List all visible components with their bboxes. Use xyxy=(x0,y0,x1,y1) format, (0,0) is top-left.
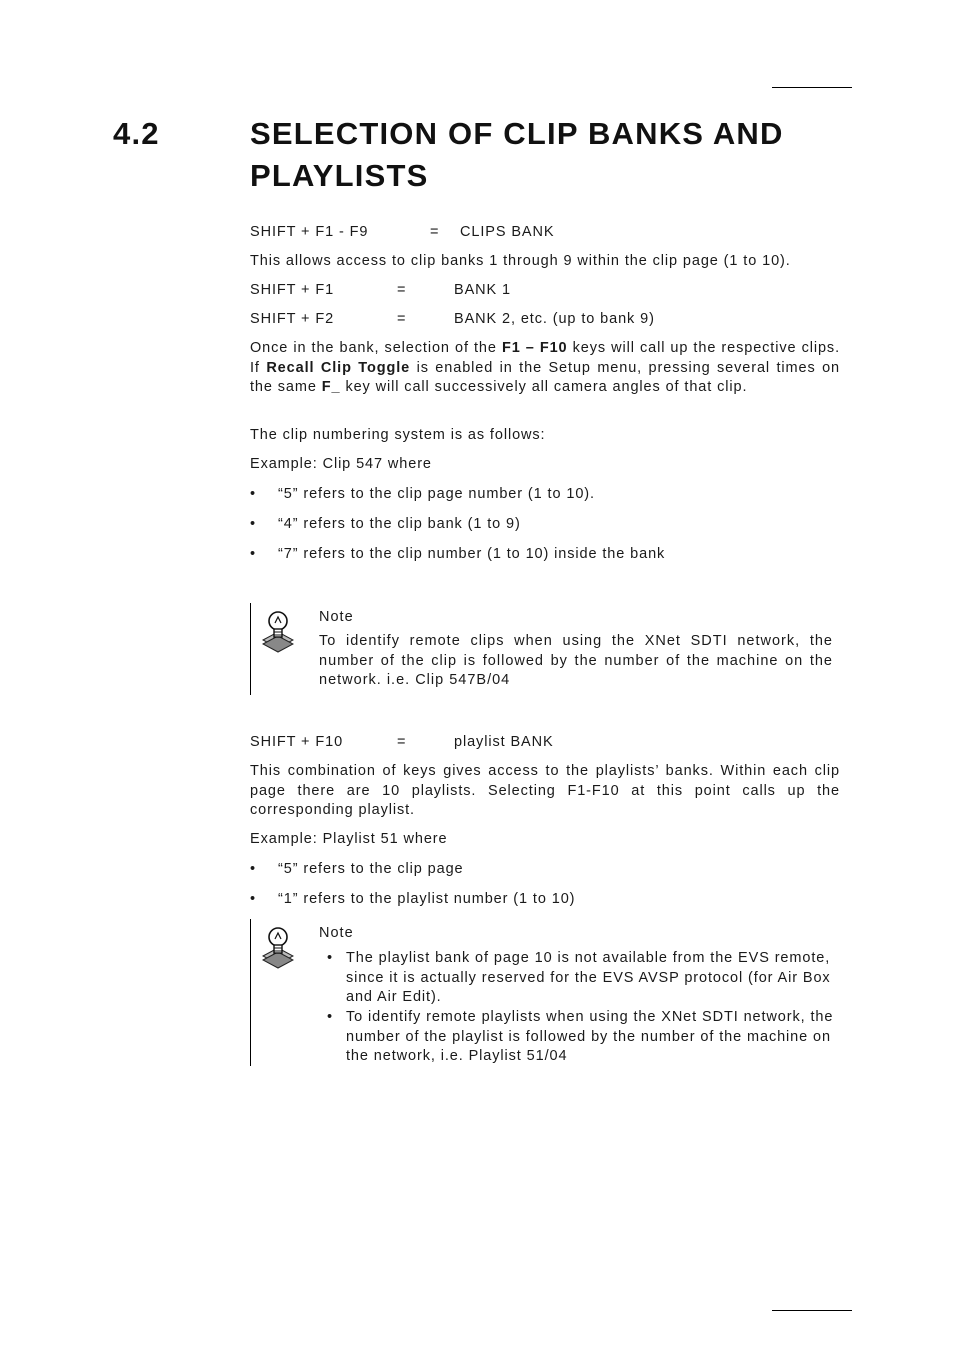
list-item-text: “1” refers to the playlist number (1 to 10) xyxy=(278,891,576,907)
clips-intro: This allows access to clip banks 1 through 9 within the clip page (1 to 10). xyxy=(250,253,791,269)
shortcut-keys: SHIFT + F1 - F9 xyxy=(250,224,369,240)
bank-equals: = xyxy=(397,311,407,327)
bank-paragraph xyxy=(250,339,840,398)
bank-row-1 xyxy=(250,281,840,301)
clip-example: Example: Clip 547 where xyxy=(250,456,432,472)
section-number: 4.2 xyxy=(113,116,160,151)
bullet-glyph: • xyxy=(327,950,333,966)
playlist-example: Example: Playlist 51 where xyxy=(250,831,448,847)
note-list-item-text: The playlist bank of page 10 is not available from the EVS remote, since it is actually reserved for the EVS AVSP protocol (for Air Box and Air Edit). xyxy=(346,950,831,1005)
shortcut-result: playlist BANK xyxy=(454,734,554,750)
bank-result: BANK 2, etc. (up to bank 9) xyxy=(454,311,655,327)
note-label: Note xyxy=(319,609,354,625)
para-bold-key: F_ xyxy=(321,379,341,395)
light-bulb-icon xyxy=(262,610,294,654)
bank-keys: SHIFT + F2 xyxy=(250,311,335,327)
bullet-glyph: • xyxy=(327,1009,333,1025)
list-item-text: “5” refers to the clip page number (1 to 10). xyxy=(278,486,595,502)
shortcut-equals: = xyxy=(430,224,440,240)
bank-result: BANK 1 xyxy=(454,282,511,298)
light-bulb-icon xyxy=(262,926,294,970)
section-title: SELECTION OF CLIP BANKS AND PLAYLISTS xyxy=(250,116,784,193)
list-item-text: “7” refers to the clip number (1 to 10) inside the bank xyxy=(278,546,666,562)
bullet-glyph: • xyxy=(250,861,256,877)
note-bar xyxy=(250,603,251,695)
note-bar xyxy=(250,919,251,1066)
footer-rule xyxy=(772,1310,852,1311)
bank-keys: SHIFT + F1 xyxy=(250,282,335,298)
note-label: Note xyxy=(319,925,354,941)
para-text: keys will call up the respective clips. If xyxy=(250,340,841,376)
bullet-glyph: • xyxy=(250,546,256,562)
note-text: To identify remote clips when using the XNet SDTI network, the number of the clip is followed by the number of the machine on the network. i.e. Clip 547B/04 xyxy=(319,633,833,688)
shortcut-keys: SHIFT + F10 xyxy=(250,734,344,750)
bullet-glyph: • xyxy=(250,486,256,502)
shortcut-equals: = xyxy=(397,734,407,750)
bullet-glyph: • xyxy=(250,891,256,907)
shortcut-result: CLIPS BANK xyxy=(460,224,555,240)
note-list-item-text: To identify remote playlists when using the XNet SDTI network, the number of the playlist is followed by the number of the machine on the network, i.e. Playlist 51/04 xyxy=(346,1009,834,1064)
list-item-text: “5” refers to the clip page xyxy=(278,861,464,877)
bullet-glyph: • xyxy=(250,516,256,532)
numbering-intro: The clip numbering system is as follows: xyxy=(250,427,546,443)
playlist-shortcut-row xyxy=(250,733,840,753)
list-item-text: “4” refers to the clip bank (1 to 9) xyxy=(278,516,521,532)
para-bold-keys: F1 – F10 xyxy=(501,340,568,356)
bank-row-2 xyxy=(250,310,840,330)
para-text: key will call successively all camera angles of that clip. xyxy=(340,379,748,395)
playlist-paragraph: This combination of keys gives access to the playlists’ banks. Within each clip page there are 10 playlists. Selecting F1-F10 at this point calls up the corresponding playlist. xyxy=(250,763,840,818)
para-text: is enabled in the Setup menu, pressing several times on the same xyxy=(250,359,840,395)
clips-shortcut-row xyxy=(250,223,840,243)
header-rule xyxy=(772,87,852,88)
para-text: Once in the bank, selection of the xyxy=(250,340,502,356)
para-bold-setting: Recall Clip Toggle xyxy=(266,359,411,376)
bank-equals: = xyxy=(397,282,407,298)
